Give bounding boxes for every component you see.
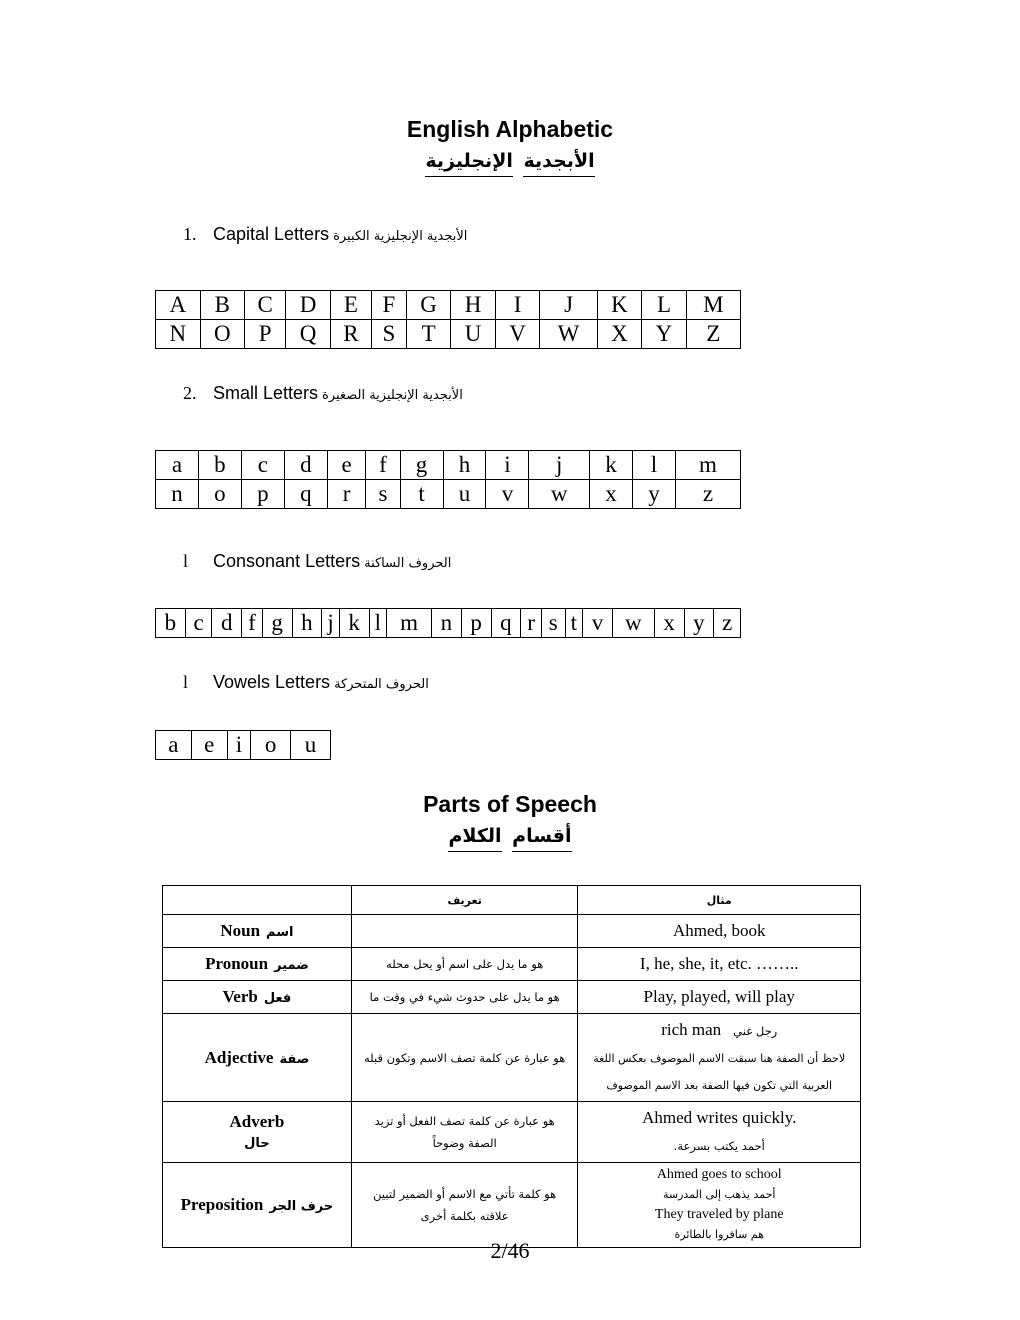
letter-cell: m: [387, 609, 432, 638]
heading-label-arabic: الأبجدية الإنجليزية الكبيرة: [333, 229, 468, 244]
letter-cell: n: [432, 609, 462, 638]
pos-definition-line: هو عبارة عن كلمة تصف الاسم وتكون قبله: [364, 1050, 566, 1065]
pos-example-text: Ahmed goes to school: [656, 1167, 782, 1182]
letter-cell: S: [372, 320, 407, 349]
letter-cell: j: [529, 451, 590, 480]
pos-row: [163, 981, 861, 1014]
letter-cell: e: [327, 451, 366, 480]
letter-cell: p: [241, 480, 284, 509]
pos-row: [163, 1163, 861, 1248]
pos-example-text: rich man: [661, 1020, 722, 1039]
letter-cell: i: [227, 731, 251, 760]
letter-cell: b: [156, 609, 186, 638]
heading-label: Consonant Letters: [213, 551, 361, 571]
letter-cell: r: [327, 480, 366, 509]
pos-example-cell: [578, 981, 861, 1014]
letters-row: [156, 451, 741, 480]
heading-label-arabic: الأبجدية الإنجليزية الصغيرة: [322, 388, 463, 403]
letter-cell: m: [675, 451, 740, 480]
alphabet-title-ar-word-2: الإنجليزية: [425, 150, 512, 177]
letter-cell: k: [339, 609, 369, 638]
pos-example-arabic: هم سافروا بالطائرة: [674, 1228, 764, 1241]
letter-cell: y: [632, 480, 675, 509]
pos-example-cell: [578, 1014, 861, 1102]
pos-definition-line: الصفة وضوحاً: [432, 1136, 497, 1150]
pos-example-note: لاحظ أن الصفة هنا سبقت الاسم الموصوف بعكس اللغة: [593, 1052, 846, 1065]
pos-definition-cell: [351, 1163, 578, 1248]
parts-of-speech-title-arabic: [0, 825, 1020, 847]
pos-term-cell: [163, 948, 352, 981]
pos-term: Adjective: [204, 1047, 274, 1067]
pos-header-example: مثال: [578, 886, 861, 915]
letter-cell: a: [156, 451, 199, 480]
pos-definition-line: هو عبارة عن كلمة تصف الفعل أو تزيد: [374, 1114, 555, 1128]
letter-cell: x: [654, 609, 684, 638]
pos-term: Adverb: [229, 1112, 285, 1131]
pos-example-text: Play, played, will play: [643, 987, 795, 1006]
pos-definition-line: هو كلمة تأتي مع الاسم أو الضمير لتبين: [373, 1187, 557, 1201]
pos-definition-line: هو ما يدل على اسم أو يحل محله: [386, 957, 544, 971]
letters-row: [156, 320, 741, 349]
letter-cell: I: [495, 291, 540, 320]
letter-cell: M: [686, 291, 740, 320]
letter-cell: p: [461, 609, 491, 638]
small-letters-heading: [183, 383, 463, 404]
letter-cell: u: [443, 480, 486, 509]
letter-cell: z: [714, 609, 741, 638]
pos-term: Noun: [220, 921, 261, 940]
letter-cell: f: [242, 609, 263, 638]
pos-example-line: [581, 1016, 857, 1045]
letter-cell: a: [156, 731, 192, 760]
pos-term-cell: [163, 1014, 352, 1102]
letter-cell: w: [612, 609, 654, 638]
letter-cell: Q: [286, 320, 331, 349]
pos-row: [163, 1014, 861, 1102]
letter-cell: d: [212, 609, 242, 638]
letter-cell: R: [330, 320, 371, 349]
letter-cell: c: [185, 609, 212, 638]
letter-cell: w: [529, 480, 590, 509]
pos-header-definition: تعريف: [351, 886, 578, 915]
pos-definition-line: هو ما يدل على حدوث شيء في وقت ما: [369, 990, 560, 1004]
pos-term-arabic: اسم: [266, 925, 294, 940]
letter-cell: C: [245, 291, 286, 320]
small-letters-table: [155, 450, 741, 509]
vowel-letters-table: [155, 730, 331, 760]
letter-cell: s: [366, 480, 400, 509]
letter-cell: k: [590, 451, 633, 480]
letter-cell: h: [443, 451, 486, 480]
letter-cell: s: [541, 609, 565, 638]
letter-cell: t: [400, 480, 443, 509]
pos-term-arabic: صفة: [279, 1051, 310, 1067]
heading-label-arabic: الحروف الساكنة: [364, 556, 452, 571]
letter-cell: u: [291, 731, 331, 760]
letter-cell: g: [262, 609, 292, 638]
pos-example-text: Ahmed, book: [672, 921, 766, 940]
pos-term-cell: [163, 981, 352, 1014]
letter-cell: g: [400, 451, 443, 480]
letter-cell: v: [486, 480, 529, 509]
pos-example-cell: [578, 948, 861, 981]
pos-term: Verb: [222, 987, 258, 1006]
letter-cell: F: [372, 291, 407, 320]
letter-cell: O: [200, 320, 245, 349]
letter-cell: A: [156, 291, 201, 320]
pos-title-ar-word-2: الكلام: [448, 825, 501, 852]
pos-title-ar-word-1: أقسام: [512, 825, 571, 852]
pos-header-term: [163, 886, 352, 915]
pos-header-row: [163, 886, 861, 915]
pos-example-cell: [578, 915, 861, 948]
pos-example-cell: [578, 1102, 861, 1163]
heading-label: Capital Letters: [213, 224, 330, 244]
parts-of-speech-table: [162, 885, 861, 1248]
letter-cell: o: [198, 480, 241, 509]
heading-label: Vowels Letters: [213, 672, 331, 692]
pos-term-arabic: فعل: [263, 991, 292, 1006]
letter-cell: Z: [686, 320, 740, 349]
letter-cell: U: [451, 320, 496, 349]
consonant-letters-heading: [183, 551, 451, 572]
letter-cell: c: [241, 451, 284, 480]
letter-cell: q: [284, 480, 327, 509]
alphabet-title: English Alphabetic: [406, 116, 614, 142]
letter-cell: t: [565, 609, 583, 638]
letter-cell: e: [191, 731, 227, 760]
heading-number: 2.: [183, 383, 197, 403]
pos-definition-cell: [351, 948, 578, 981]
heading-bullet: l: [183, 672, 189, 692]
pos-example-text: I, he, she, it, etc. ……..: [639, 954, 799, 973]
pos-term-cell: [163, 1102, 352, 1163]
letter-cell: l: [369, 609, 387, 638]
pos-row: [163, 915, 861, 948]
alphabet-title-ar-word-1: الأبجدية: [523, 150, 594, 177]
letter-cell: T: [406, 320, 451, 349]
pos-term-cell: [163, 915, 352, 948]
pos-example-arabic: أحمد يكتب بسرعة.: [673, 1139, 765, 1153]
letter-cell: Y: [642, 320, 687, 349]
letter-cell: f: [366, 451, 400, 480]
alphabet-title-arabic: [0, 150, 1020, 172]
vowel-letters-heading: [183, 672, 429, 693]
letter-cell: b: [198, 451, 241, 480]
pos-example-arabic: رجل غني: [733, 1024, 778, 1038]
consonant-letters-table: [155, 608, 741, 638]
pos-term-arabic: ضمير: [274, 958, 309, 973]
pos-row: [163, 948, 861, 981]
letter-cell: n: [156, 480, 199, 509]
heading-label-arabic: الحروف المتحركة: [334, 677, 429, 692]
pos-term-arabic: حرف الجر: [269, 1199, 334, 1214]
letter-cell: W: [540, 320, 597, 349]
pos-definition-line: علاقته بكلمة أخرى: [420, 1209, 509, 1223]
letter-cell: E: [330, 291, 371, 320]
letter-cell: l: [632, 451, 675, 480]
letter-cell: q: [491, 609, 521, 638]
pos-example-note: العربية التي تكون فيها الصفة بعد الاسم الموصوف: [606, 1079, 833, 1092]
pos-term-arabic: حال: [244, 1136, 270, 1151]
pos-definition-cell: [351, 915, 578, 948]
page-number: 2/46: [490, 1238, 530, 1263]
pos-definition-cell: [351, 1102, 578, 1163]
heading-number: 1.: [183, 224, 197, 244]
pos-example-cell: [578, 1163, 861, 1248]
letter-cell: j: [322, 609, 340, 638]
letter-cell: K: [597, 291, 642, 320]
letter-cell: X: [597, 320, 642, 349]
parts-of-speech-title: Parts of Speech: [423, 791, 597, 817]
letter-cell: r: [521, 609, 542, 638]
pos-term: Pronoun: [205, 954, 269, 973]
letter-cell: N: [156, 320, 201, 349]
letter-cell: H: [451, 291, 496, 320]
letter-cell: o: [251, 731, 291, 760]
capital-letters-heading: [183, 224, 467, 245]
heading-bullet: l: [183, 551, 189, 571]
pos-term-cell: [163, 1163, 352, 1248]
letters-row: [156, 609, 741, 638]
heading-label: Small Letters: [213, 383, 319, 403]
pos-term: Preposition: [180, 1195, 264, 1214]
letter-cell: v: [583, 609, 613, 638]
pos-example-text: They traveled by plane: [654, 1207, 784, 1222]
pos-definition-cell: [351, 1014, 578, 1102]
letter-cell: h: [292, 609, 322, 638]
letter-cell: D: [286, 291, 331, 320]
pos-definition-cell: [351, 981, 578, 1014]
letter-cell: L: [642, 291, 687, 320]
pos-row: [163, 1102, 861, 1163]
capital-letters-table: [155, 290, 741, 349]
pos-example-arabic: أحمد يذهب إلى المدرسة: [662, 1188, 776, 1201]
letter-cell: x: [590, 480, 633, 509]
letter-cell: i: [486, 451, 529, 480]
pos-example-text: Ahmed writes quickly.: [642, 1108, 797, 1127]
letter-cell: P: [245, 320, 286, 349]
letter-cell: J: [540, 291, 597, 320]
letter-cell: G: [406, 291, 451, 320]
letter-cell: z: [675, 480, 740, 509]
letters-row: [156, 291, 741, 320]
letters-row: [156, 480, 741, 509]
letter-cell: d: [284, 451, 327, 480]
letter-cell: V: [495, 320, 540, 349]
letters-row: [156, 731, 331, 760]
letter-cell: y: [684, 609, 714, 638]
letter-cell: B: [200, 291, 245, 320]
